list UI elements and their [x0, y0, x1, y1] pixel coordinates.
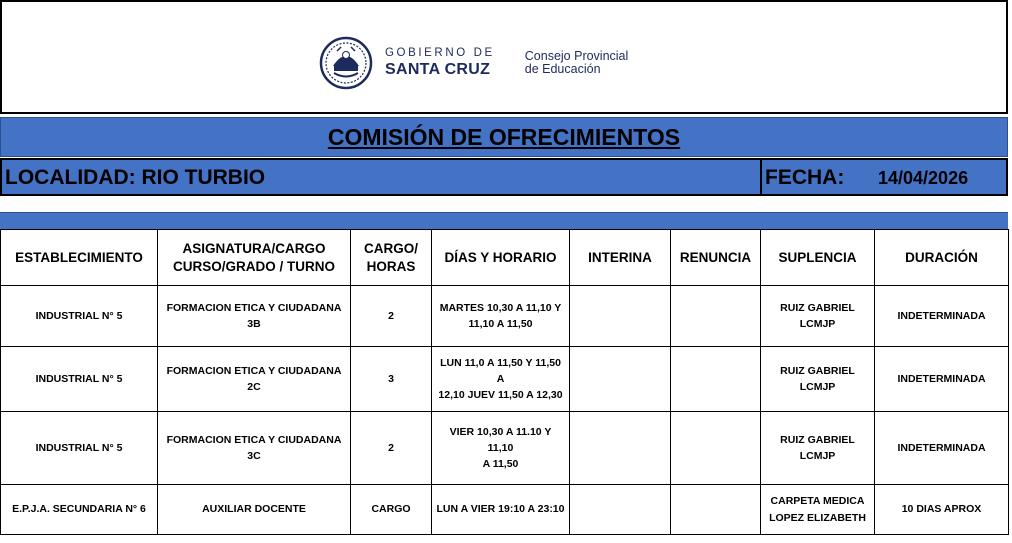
- cell-interina: [570, 347, 671, 412]
- cell-dias: [432, 286, 570, 347]
- cell-renuncia: [671, 347, 761, 412]
- cell-cargo: 3: [351, 347, 432, 412]
- gobierno-line2: SANTA CRUZ: [385, 61, 491, 79]
- header-cargo: [351, 230, 432, 286]
- header-dias: DÍAS Y HORARIO: [432, 230, 570, 286]
- cell-dias-line2: 12,10 JUEV 11,50 A 12,30: [438, 389, 563, 402]
- cell-establecimiento: INDUSTRIAL N° 5: [1, 412, 158, 485]
- cell-suplencia-line2: LOPEZ ELIZABETH: [769, 511, 866, 524]
- cell-suplencia: [761, 412, 875, 485]
- header-renuncia: RENUNCIA: [671, 230, 761, 286]
- consejo-line1: Consejo Provincial: [524, 48, 629, 63]
- fecha-value: 14/04/2026: [878, 168, 969, 188]
- ofrecimientos-table: [0, 229, 1009, 535]
- consejo-line2: de Educación: [524, 62, 601, 76]
- cell-interina: [570, 485, 671, 535]
- localidad-divider: [760, 160, 762, 194]
- cell-asignatura: FORMACION ETICA Y CIUDADANA 3C: [158, 412, 351, 485]
- cell-suplencia-line1: RUIZ GABRIEL LCMJP: [780, 301, 855, 330]
- cell-renuncia: [671, 485, 761, 535]
- government-logo: [319, 36, 628, 90]
- cell-suplencia-line1: RUIZ GABRIEL LCMJP: [780, 433, 855, 462]
- header-asignatura: [158, 230, 351, 286]
- cell-suplencia: [761, 485, 875, 535]
- cell-asignatura: FORMACION ETICA Y CIUDADANA 2C: [158, 347, 351, 412]
- cell-establecimiento: INDUSTRIAL N° 5: [1, 286, 158, 347]
- header-cargo-line1: CARGO/: [364, 240, 418, 256]
- header-cargo-line2: HORAS: [366, 258, 416, 274]
- cell-dias-line1: LUN 11,0 A 11,50 Y 11,50 A: [440, 356, 561, 385]
- cell-cargo: 2: [351, 286, 432, 347]
- table-row: [1, 412, 1009, 485]
- cell-dias-line2: 11,10 A 11,50: [468, 318, 533, 330]
- cell-establecimiento: E.P.J.A. SECUNDARIA N° 6: [1, 485, 158, 535]
- cell-dias-line1: LUN A VIER 19:10 A 23:10: [436, 503, 565, 516]
- gobierno-wordmark: [385, 48, 495, 79]
- cell-dias-line1: VIER 10,30 A 11.10 Y 11,10: [449, 425, 552, 454]
- header-asignatura-line1: ASIGNATURA/CARGO: [182, 240, 326, 256]
- title-bar: [0, 117, 1008, 157]
- cell-duracion: 10 DIAS APROX: [875, 485, 1009, 535]
- fecha-label: FECHA:: [765, 166, 845, 189]
- header-duracion: DURACIÓN: [875, 230, 1009, 286]
- cell-duracion: INDETERMINADA: [875, 412, 1009, 485]
- cell-cargo: CARGO: [351, 485, 432, 535]
- header-interina: INTERINA: [570, 230, 671, 286]
- header-establecimiento: ESTABLECIMIENTO: [1, 230, 158, 286]
- cell-suplencia-line1: RUIZ GABRIEL LCMJP: [780, 364, 855, 393]
- separator-bar: [0, 212, 1008, 230]
- header-asignatura-line2: CURSO/GRADO / TURNO: [173, 258, 335, 274]
- table-row: [1, 286, 1009, 347]
- consejo-wordmark: [525, 50, 629, 76]
- table-row: [1, 485, 1009, 535]
- cell-renuncia: [671, 286, 761, 347]
- localidad-bar: [0, 158, 1008, 196]
- localidad-text: LOCALIDAD: RIO TURBIO: [5, 166, 266, 189]
- cell-dias: [432, 347, 570, 412]
- header-suplencia: SUPLENCIA: [761, 230, 875, 286]
- cell-interina: [570, 412, 671, 485]
- cell-interina: [570, 286, 671, 347]
- cell-asignatura: AUXILIAR DOCENTE: [158, 485, 351, 535]
- cell-cargo: 2: [351, 412, 432, 485]
- table-row: [1, 347, 1009, 412]
- santa-cruz-seal-icon: [319, 36, 373, 90]
- table-header-row: [1, 230, 1009, 286]
- cell-establecimiento: INDUSTRIAL N° 5: [1, 347, 158, 412]
- cell-suplencia: [761, 347, 875, 412]
- gobierno-line1: GOBIERNO DE: [385, 46, 495, 59]
- cell-suplencia-line1: CARPETA MEDICA: [770, 495, 865, 508]
- cell-renuncia: [671, 412, 761, 485]
- cell-dias: [432, 485, 570, 535]
- cell-dias-line1: MARTES 10,30 A 11,10 Y: [439, 301, 562, 314]
- cell-duracion: INDETERMINADA: [875, 347, 1009, 412]
- page-title: COMISIÓN DE OFRECIMIENTOS: [327, 123, 681, 150]
- cell-dias: [432, 412, 570, 485]
- cell-suplencia: [761, 286, 875, 347]
- cell-duracion: INDETERMINADA: [875, 286, 1009, 347]
- cell-dias-line2: A 11,50: [482, 458, 519, 471]
- cell-asignatura: FORMACION ETICA Y CIUDADANA 3B: [158, 286, 351, 347]
- document-header: [0, 0, 1008, 114]
